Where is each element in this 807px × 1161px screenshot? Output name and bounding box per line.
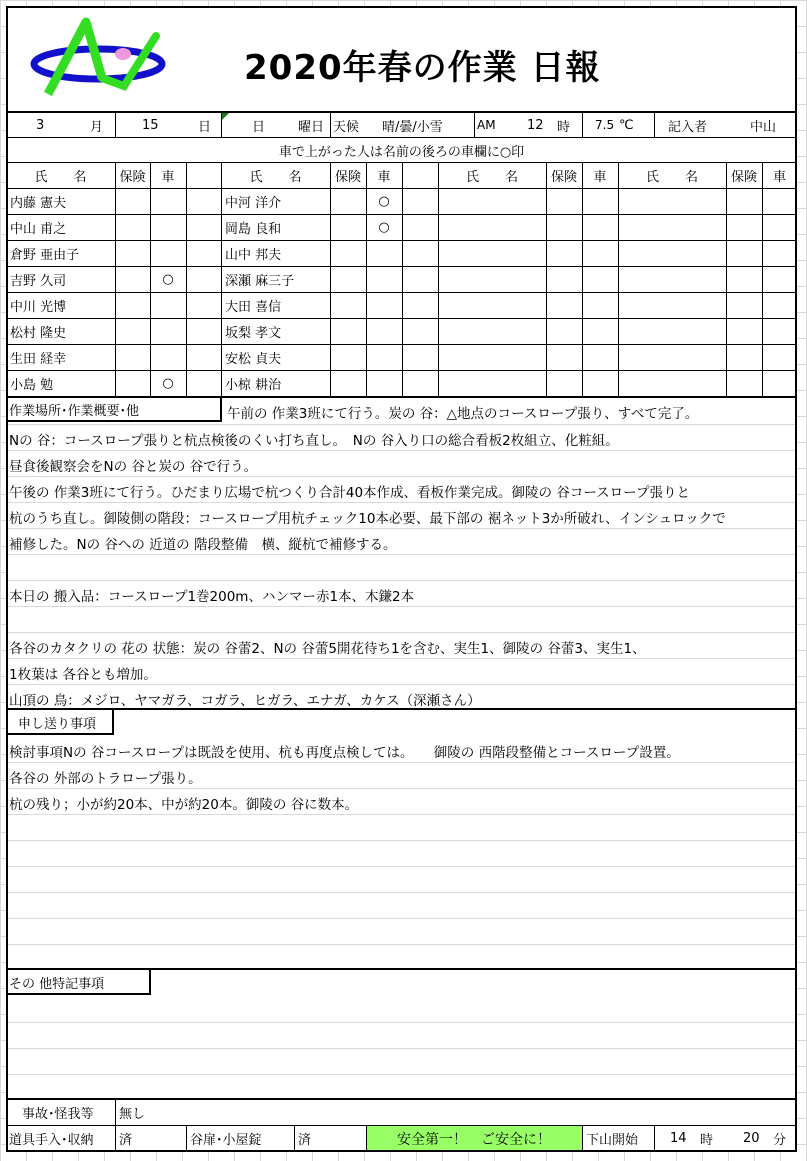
member-name: 岡島 良和 bbox=[225, 222, 282, 237]
col-header-car: 車 bbox=[772, 170, 786, 185]
accident-label: 事故･怪我等 bbox=[22, 1106, 94, 1122]
work-line: 山頂の 鳥：メジロ、ヤマガラ、コガラ、ヒガラ、エナガ、カケス（深瀬さん） bbox=[9, 693, 481, 709]
col-header-name: 氏 名 bbox=[249, 170, 302, 185]
work-line: 杭のうち直し。御陵側の階段：コースロープ用杭チェック10本必要、最下部の 裾ネット3か所破れ、インシュロックで bbox=[9, 511, 726, 527]
car-mark bbox=[150, 189, 186, 214]
member-name: 倉野 亜由子 bbox=[10, 248, 80, 263]
work-line: Nの 谷：コースロープ張りと杭点検後のくい打ち直し。 Nの 谷入り口の総合看板2枚組立、化粧組。 bbox=[9, 433, 619, 449]
recorder-label: 記入者 bbox=[668, 119, 708, 135]
work-line: 1枚葉は 各谷とも増加。 bbox=[9, 667, 157, 683]
hour-value: 12 bbox=[527, 117, 544, 133]
divider bbox=[186, 163, 187, 396]
car-mark bbox=[366, 293, 402, 318]
divider bbox=[546, 163, 547, 396]
col-header-insurance: 保険 bbox=[730, 170, 757, 185]
handover-label: 申し送り事項 bbox=[18, 716, 97, 732]
row-line bbox=[8, 476, 795, 477]
divider bbox=[294, 1126, 295, 1151]
month-label: 月 bbox=[90, 119, 104, 135]
work-line: 昼食後観察会をNの 谷と炭の 谷で行う。 bbox=[9, 459, 258, 475]
divider bbox=[762, 163, 763, 396]
handover-line: 杭の残り；小が約20本、中が約20本。御陵の 谷に数本。 bbox=[9, 797, 359, 813]
temperature-value: 7.5 bbox=[595, 118, 615, 132]
accident-value: 無し bbox=[119, 1106, 146, 1122]
descent-hour-label: 時 bbox=[700, 1133, 714, 1148]
car-mark bbox=[150, 293, 186, 318]
ampm-value: AM bbox=[477, 118, 496, 132]
car-mark bbox=[366, 371, 402, 396]
member-name: 安松 貞夫 bbox=[225, 352, 282, 367]
member-name: 坂梨 孝文 bbox=[225, 326, 282, 341]
divider bbox=[654, 1126, 655, 1151]
car-mark bbox=[366, 267, 402, 292]
safety-banner: 安全第一！ ご安全に！ bbox=[397, 1131, 551, 1148]
row-line bbox=[8, 554, 795, 555]
car-mark bbox=[366, 345, 402, 370]
car-mark bbox=[150, 241, 186, 266]
row-line bbox=[8, 658, 795, 659]
member-name: 中川 光博 bbox=[10, 300, 67, 315]
divider bbox=[186, 1126, 187, 1151]
col-header-car: 車 bbox=[377, 170, 391, 185]
row-line bbox=[8, 450, 795, 451]
member-name: 深瀬 麻三子 bbox=[225, 274, 295, 289]
row-line bbox=[8, 424, 795, 425]
tools-value: 済 bbox=[119, 1133, 133, 1148]
divider bbox=[221, 163, 222, 396]
row-line bbox=[8, 1022, 795, 1023]
work-line: 午後の 作業3班にて行う。ひだまり広場で杭つくり合計40本作成、看板作業完成。御陵の 谷コースロープ張りと bbox=[9, 485, 690, 501]
divider bbox=[115, 1099, 116, 1125]
club-logo bbox=[28, 16, 173, 96]
divider bbox=[654, 112, 655, 137]
car-mark bbox=[366, 319, 402, 344]
gate-value: 済 bbox=[298, 1133, 312, 1148]
row-line bbox=[8, 788, 795, 789]
tools-label: 道具手入･収納 bbox=[9, 1133, 94, 1148]
work-line: 各谷のカタクリの 花の 状態：炭の 谷蕾2、Nの 谷蕾5開花待ち1を含む、実生1、御陵の 谷蕾3、実生1、 bbox=[9, 641, 646, 657]
divider bbox=[330, 112, 331, 137]
weekday-label: 曜日 bbox=[298, 119, 325, 135]
member-name: 生田 経幸 bbox=[10, 352, 67, 367]
row-line bbox=[8, 762, 795, 763]
divider bbox=[582, 112, 583, 137]
temperature-unit: ℃ bbox=[619, 117, 634, 133]
car-mark: ○ bbox=[162, 272, 174, 287]
row-line bbox=[8, 580, 795, 581]
divider bbox=[726, 163, 727, 396]
row-line bbox=[8, 1048, 795, 1049]
car-mark bbox=[150, 215, 186, 240]
gate-label: 谷扉･小屋錠 bbox=[190, 1133, 262, 1148]
work-line: 午前の 作業3班にて行う。炭の 谷：△地点のコースロープ張り、すべて完了。 bbox=[227, 406, 699, 422]
divider bbox=[402, 163, 403, 396]
work-label: 作業場所･作業概要･他 bbox=[9, 404, 140, 419]
car-mark bbox=[150, 319, 186, 344]
col-header-insurance: 保険 bbox=[119, 170, 146, 185]
work-line: 本日の 搬入品：コースロープ1巻200m、ハンマー赤1本、木鎌2本 bbox=[9, 589, 415, 605]
col-header-car: 車 bbox=[593, 170, 607, 185]
recorder-value: 中山 bbox=[750, 119, 777, 135]
row-line bbox=[8, 528, 795, 529]
col-header-name: 氏 名 bbox=[645, 170, 698, 185]
divider bbox=[582, 1126, 583, 1151]
handover-line: 検討事項Nの 谷コースロープは既設を使用、杭も再度点検しては。 御陵の 西階段整備とコースロープ設置。 bbox=[9, 745, 680, 761]
member-name: 内藤 憲夫 bbox=[10, 196, 67, 211]
member-name: 大田 喜信 bbox=[225, 300, 282, 315]
weather-label: 天候 bbox=[333, 119, 360, 135]
car-mark: ○ bbox=[162, 376, 174, 391]
divider bbox=[618, 163, 619, 396]
other-label: その 他特記事項 bbox=[9, 976, 105, 992]
row-line bbox=[8, 502, 795, 503]
car-note: 車で上がった人は名前の後ろの車欄に○印 bbox=[278, 144, 525, 160]
member-name: 松村 隆史 bbox=[10, 326, 67, 341]
col-header-insurance: 保険 bbox=[334, 170, 361, 185]
col-header-insurance: 保険 bbox=[550, 170, 577, 185]
divider bbox=[115, 1126, 116, 1151]
member-name: 吉野 久司 bbox=[10, 274, 67, 289]
divider bbox=[115, 112, 116, 137]
descent-hour: 14 bbox=[670, 1131, 687, 1146]
member-name: 小椋 耕治 bbox=[225, 378, 282, 393]
descent-minute: 20 bbox=[743, 1131, 760, 1146]
descent-minute-label: 分 bbox=[773, 1133, 787, 1148]
divider bbox=[115, 163, 116, 396]
row-line bbox=[8, 1074, 795, 1075]
row-line bbox=[8, 918, 795, 919]
row-line bbox=[8, 814, 795, 815]
row-line bbox=[8, 944, 795, 945]
member-name: 山中 邦夫 bbox=[225, 248, 282, 263]
row-line bbox=[8, 684, 795, 685]
member-name: 中山 甫之 bbox=[10, 222, 67, 237]
divider bbox=[582, 163, 583, 396]
divider bbox=[6, 708, 797, 710]
divider bbox=[474, 112, 475, 137]
handover-line: 各谷の 外部のトラロープ張り。 bbox=[9, 771, 202, 787]
row-line bbox=[8, 606, 795, 607]
divider bbox=[438, 163, 439, 396]
car-mark: ○ bbox=[378, 220, 390, 235]
hour-label: 時 bbox=[557, 119, 571, 135]
col-header-name: 氏 名 bbox=[34, 170, 87, 185]
page-title: 2020年春の作業 日報 bbox=[244, 48, 601, 88]
col-header-car: 車 bbox=[161, 170, 175, 185]
row-line bbox=[8, 892, 795, 893]
day-value: 15 bbox=[142, 117, 159, 133]
day-label: 日 bbox=[198, 119, 212, 135]
car-mark bbox=[150, 345, 186, 370]
descent-label: 下山開始 bbox=[586, 1133, 639, 1148]
row-line bbox=[8, 840, 795, 841]
col-header-name: 氏 名 bbox=[465, 170, 518, 185]
row-line bbox=[8, 866, 795, 867]
divider bbox=[330, 163, 331, 396]
car-mark: ○ bbox=[378, 194, 390, 209]
weather-value: 晴/曇/小雪 bbox=[382, 119, 443, 135]
row-line bbox=[8, 632, 795, 633]
month-value: 3 bbox=[36, 117, 45, 133]
comment-indicator-icon bbox=[222, 113, 230, 121]
car-mark bbox=[366, 241, 402, 266]
weekday-value: 日 bbox=[252, 119, 266, 135]
work-line: 補修した。Nの 谷への 近道の 階段整備 横、縦杭で補修する。 bbox=[9, 537, 397, 553]
member-name: 小島 勉 bbox=[10, 378, 54, 393]
member-name: 中河 洋介 bbox=[225, 196, 282, 211]
